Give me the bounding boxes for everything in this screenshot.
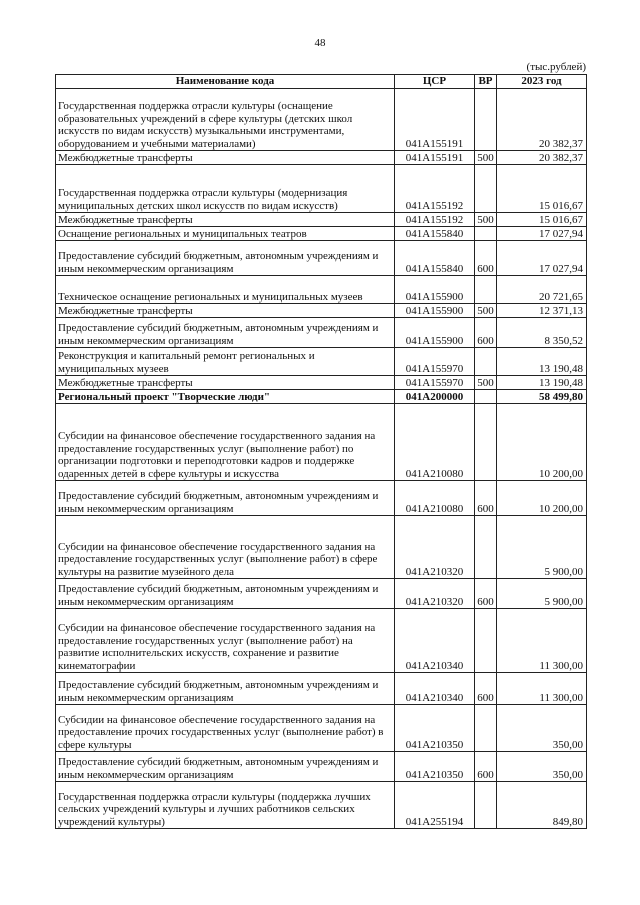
row-name: Субсидии на финансовое обеспечение государственного задания на предоставление государственных услуг (выполнение работ) в сфере культуры на развитие музейного дела (56, 516, 395, 579)
row-csr: 041A155970 (395, 348, 475, 376)
table-row (56, 390, 587, 404)
row-amount: 11 300,00 (497, 673, 587, 705)
header-amount: 2023 год (497, 75, 587, 89)
row-csr: 041A210320 (395, 579, 475, 609)
row-vr (475, 705, 497, 752)
row-name: Субсидии на финансовое обеспечение государственного задания на предоставление государственных услуг (выполнение работ) на развитие исполнительских искусств, сохранение и развитие кинематографии (56, 609, 395, 673)
row-csr: 041A155900 (395, 276, 475, 304)
row-vr (475, 165, 497, 213)
row-name: Оснащение региональных и муниципальных театров (56, 227, 395, 241)
row-vr (475, 227, 497, 241)
row-name: Субсидии на финансовое обеспечение государственного задания на предоставление государственных услуг (выполнение работ) по организации подготовки и переподготовки кадров и поддержке одаренных детей в сфере культуры и искусства (56, 404, 395, 481)
table-row (56, 304, 587, 318)
row-csr: 041A210340 (395, 609, 475, 673)
row-vr (475, 390, 497, 404)
row-amount: 20 721,65 (497, 276, 587, 304)
table-body (56, 89, 587, 829)
row-name: Межбюджетные трансферты (56, 304, 395, 318)
row-name: Предоставление субсидий бюджетным, автономным учреждениям и иным некоммерческим организациям (56, 241, 395, 276)
table-row (56, 782, 587, 829)
row-vr: 600 (475, 241, 497, 276)
row-csr: 041A210350 (395, 705, 475, 752)
row-csr: 041A210320 (395, 516, 475, 579)
table-header-row (56, 75, 587, 89)
row-amount: 350,00 (497, 705, 587, 752)
row-csr: 041A210080 (395, 404, 475, 481)
table-row (56, 348, 587, 376)
row-vr (475, 609, 497, 673)
row-amount: 20 382,37 (497, 89, 587, 151)
row-csr: 041A155191 (395, 89, 475, 151)
row-csr: 041A200000 (395, 390, 475, 404)
header-name: Наименование кода (56, 75, 395, 89)
row-csr: 041A155192 (395, 213, 475, 227)
row-amount: 20 382,37 (497, 151, 587, 165)
row-vr (475, 276, 497, 304)
table-row (56, 673, 587, 705)
row-vr (475, 782, 497, 829)
row-name: Предоставление субсидий бюджетным, автономным учреждениям и иным некоммерческим организациям (56, 579, 395, 609)
row-vr (475, 404, 497, 481)
row-csr: 041A155900 (395, 304, 475, 318)
row-name: Межбюджетные трансферты (56, 213, 395, 227)
row-vr: 600 (475, 752, 497, 782)
row-name: Государственная поддержка отрасли культуры (поддержка лучших сельских учреждений культуры и лучших работников сельских учреждений культуры) (56, 782, 395, 829)
header-csr: ЦСР (395, 75, 475, 89)
table-row (56, 89, 587, 151)
row-vr: 500 (475, 213, 497, 227)
row-amount: 350,00 (497, 752, 587, 782)
row-csr: 041A210350 (395, 752, 475, 782)
row-name: Предоставление субсидий бюджетным, автономным учреждениям и иным некоммерческим организациям (56, 481, 395, 516)
units-label: (тыс.рублей) (526, 61, 586, 73)
table-row (56, 213, 587, 227)
page-number: 48 (314, 37, 326, 49)
row-amount: 13 190,48 (497, 376, 587, 390)
row-csr: 041A155191 (395, 151, 475, 165)
row-amount: 15 016,67 (497, 213, 587, 227)
table-row (56, 705, 587, 752)
row-name: Субсидии на финансовое обеспечение государственного задания на предоставление прочих государственных услуг (выполнение работ) в сфере культуры (56, 705, 395, 752)
row-amount: 17 027,94 (497, 227, 587, 241)
row-csr: 041A155840 (395, 227, 475, 241)
table-row (56, 516, 587, 579)
row-csr: 041A210340 (395, 673, 475, 705)
row-amount: 5 900,00 (497, 579, 587, 609)
row-vr: 600 (475, 318, 497, 348)
row-vr (475, 89, 497, 151)
row-vr: 500 (475, 304, 497, 318)
row-csr: 041A155840 (395, 241, 475, 276)
row-name: Государственная поддержка отрасли культуры (оснащение образовательных учреждений в сфере культуры (детских школ искусств по видам искусств) музыкальными инструментами, оборудованием и учебными материалами) (56, 89, 395, 151)
row-name: Реконструкция и капитальный ремонт региональных и муниципальных музеев (56, 348, 395, 376)
table-row (56, 165, 587, 213)
table-row (56, 579, 587, 609)
row-vr: 600 (475, 579, 497, 609)
table-row (56, 481, 587, 516)
row-amount: 13 190,48 (497, 348, 587, 376)
table-row (56, 241, 587, 276)
row-amount: 8 350,52 (497, 318, 587, 348)
row-name: Техническое оснащение региональных и муниципальных музеев (56, 276, 395, 304)
header-vr: ВР (475, 75, 497, 89)
table-row (56, 227, 587, 241)
row-name: Государственная поддержка отрасли культуры (модернизация муниципальных детских школ искусств по видам искусств) (56, 165, 395, 213)
row-vr (475, 348, 497, 376)
row-amount: 849,80 (497, 782, 587, 829)
table-row (56, 276, 587, 304)
row-csr: 041A255194 (395, 782, 475, 829)
table-row (56, 318, 587, 348)
row-csr: 041A155900 (395, 318, 475, 348)
row-vr: 500 (475, 151, 497, 165)
table-row (56, 404, 587, 481)
row-csr: 041A155970 (395, 376, 475, 390)
row-name: Региональный проект "Творческие люди" (56, 390, 395, 404)
table-row (56, 752, 587, 782)
row-name: Межбюджетные трансферты (56, 376, 395, 390)
row-amount: 15 016,67 (497, 165, 587, 213)
table-row (56, 376, 587, 390)
row-csr: 041A155192 (395, 165, 475, 213)
row-amount: 10 200,00 (497, 481, 587, 516)
row-vr: 600 (475, 673, 497, 705)
table-row (56, 609, 587, 673)
row-name: Предоставление субсидий бюджетным, автономным учреждениям и иным некоммерческим организациям (56, 752, 395, 782)
table-row (56, 151, 587, 165)
row-amount: 58 499,80 (497, 390, 587, 404)
row-name: Предоставление субсидий бюджетным, автономным учреждениям и иным некоммерческим организациям (56, 318, 395, 348)
row-vr: 500 (475, 376, 497, 390)
row-vr (475, 516, 497, 579)
row-csr: 041A210080 (395, 481, 475, 516)
budget-table (55, 74, 587, 829)
row-name: Межбюджетные трансферты (56, 151, 395, 165)
row-amount: 17 027,94 (497, 241, 587, 276)
row-vr: 600 (475, 481, 497, 516)
row-amount: 10 200,00 (497, 404, 587, 481)
row-amount: 12 371,13 (497, 304, 587, 318)
row-amount: 5 900,00 (497, 516, 587, 579)
row-name: Предоставление субсидий бюджетным, автономным учреждениям и иным некоммерческим организациям (56, 673, 395, 705)
row-amount: 11 300,00 (497, 609, 587, 673)
